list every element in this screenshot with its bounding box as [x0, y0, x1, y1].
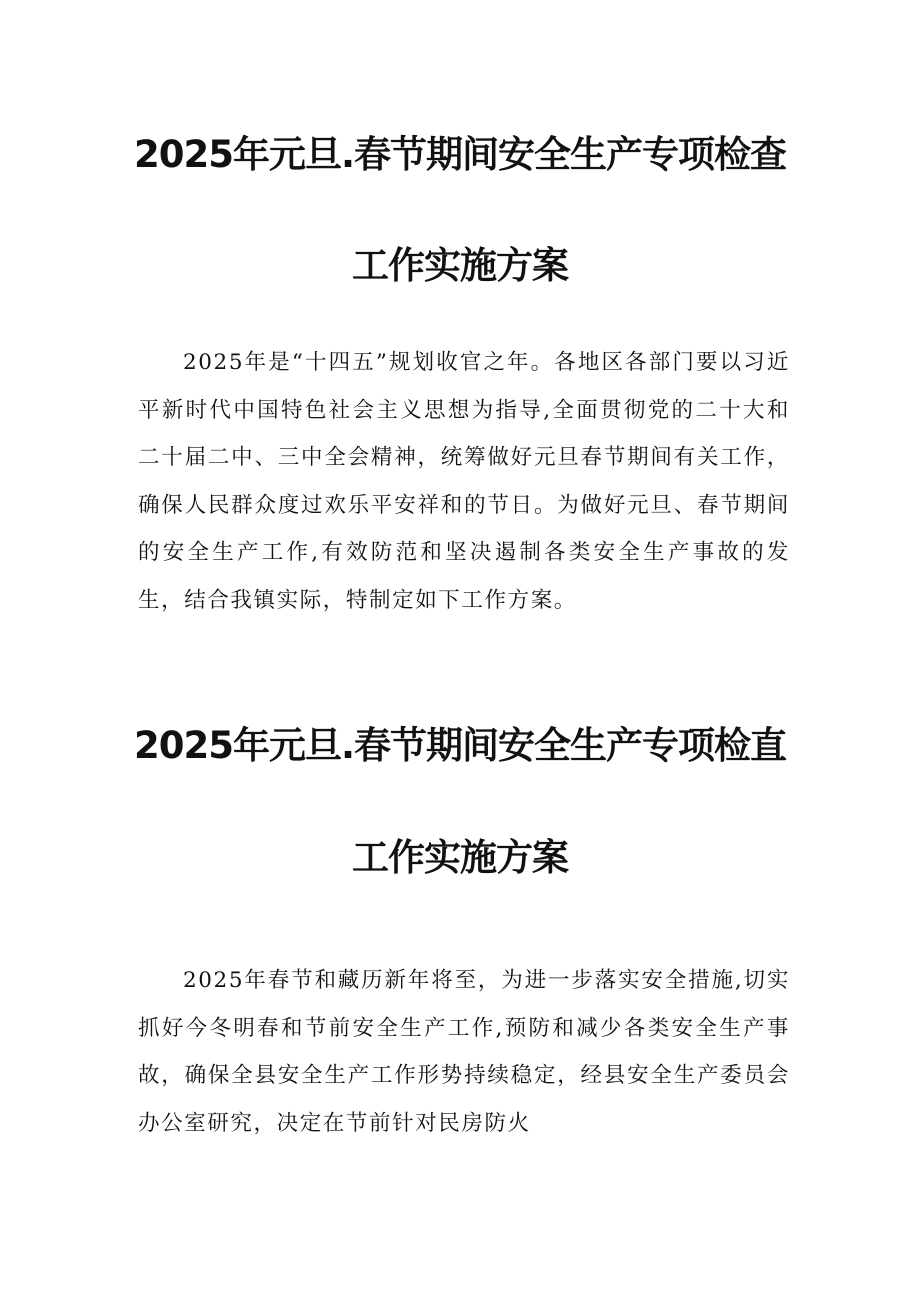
section-2-title-line-2: 工作实施方案 — [352, 836, 568, 879]
section-1-body-paragraph: 2025年是“十四五”规划收官之年。各地区各部门要以习近平新时代中国特色社会主义思想为指导,全面贯彻党的二十大和二十届二中、三中全会精神，统筹做好元旦春节期间有关工作，确保人民群众度过欢乐平安祥和的节日。为做好元旦、春节期间的安全生产工作,有效防范和坚决遏制各类安全生产事故的发生，结合我镇实际，特制定如下工作方案。 — [138, 350, 790, 613]
section-1-title-line-2: 工作实施方案 — [352, 244, 568, 287]
section-1-title-line-1: 2025年元旦.春节期间安全生产专项检查 — [133, 133, 787, 176]
section-2-body-paragraph: 2025年春节和藏历新年将至，为进一步落实安全措施,切实抓好今冬明春和节前安全生产工作,预防和减少各类安全生产事故，确保全县安全生产工作形势持续稳定，经县安全生产委员会办公室研究，决定在节前针对民房防火 — [138, 968, 790, 1136]
section-2-title-line-1: 2025年元旦.春节期间安全生产专项检直 — [133, 724, 787, 767]
